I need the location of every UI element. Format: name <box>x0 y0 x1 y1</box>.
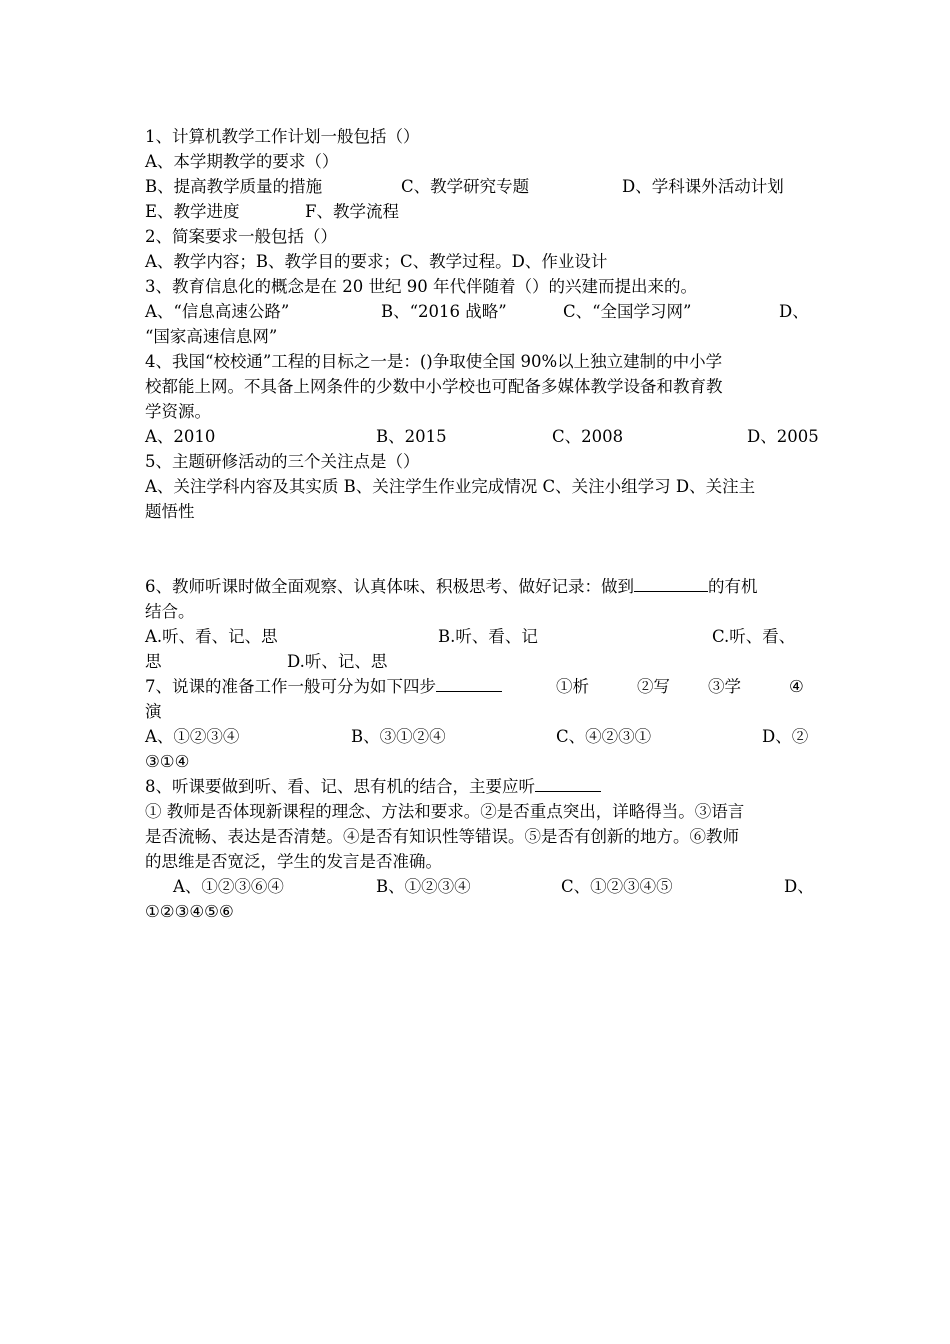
q5-options-line1: A、关注学科内容及其实质 B、关注学生作业完成情况 C、关注小组学习 D、关注主 <box>145 477 756 496</box>
q1-option-e: E、教学进度 <box>145 202 240 221</box>
q5-options-line2: 题悟性 <box>145 502 195 521</box>
q4-option-b: B、2015 <box>376 427 447 446</box>
q8-option-a: A、①②③⑥④ <box>173 877 284 896</box>
q4-option-a: A、2010 <box>145 427 216 446</box>
q7-stem-row <box>145 674 804 699</box>
q6-option-a: A.听、看、记、思 <box>145 627 278 646</box>
q1-option-b: B、提高教学质量的措施 <box>145 177 323 196</box>
q8-option-c: C、①②③④⑤ <box>561 877 673 896</box>
q4-stem-line3: 学资源。 <box>145 402 211 421</box>
q6-option-c-continued: 思 <box>145 652 162 671</box>
q8-body-line2: 是否流畅、表达是否清楚。④是否有知识性等错误。⑤是否有创新的地方。⑥教师 <box>145 827 739 846</box>
q7-stem: 7、说课的准备工作一般可分为如下四步 <box>145 677 436 696</box>
q6-answer-blank <box>634 574 708 592</box>
q6-stem-pre: 6、教师听课时做全面观察、认真体味、积极思考、做好记录：做到 <box>145 577 634 596</box>
q3-option-a: A、“信息高速公路” <box>145 302 290 321</box>
q8-body-line1: ① 教师是否体现新课程的理念、方法和要求。②是否重点突出，详略得当。③语言 <box>145 802 745 821</box>
q2-stem: 2、简案要求一般包括（） <box>145 227 337 246</box>
q4-option-d: D、2005 <box>747 427 819 446</box>
q7-step-1: ①析 <box>556 677 589 696</box>
q2-options: A、教学内容；B、教学目的要求；C、教学过程。D、作业设计 <box>145 252 608 271</box>
q6-stem <box>145 574 758 599</box>
q3-option-b: B、“2016 战略” <box>381 302 507 321</box>
q7-step-2: ②写 <box>637 677 670 696</box>
q4-stem-line2: 校都能上网。不具备上网条件的少数中小学校也可配备多媒体教学设备和教育教 <box>145 377 723 396</box>
q8-option-b: B、①②③④ <box>376 877 471 896</box>
q1-option-d: D、学科课外活动计划 <box>622 177 784 196</box>
q5-stem: 5、主题研修活动的三个关注点是（） <box>145 452 420 471</box>
q1-stem: 1、计算机教学工作计划一般包括（） <box>145 127 420 146</box>
q6-option-c: C.听、看、 <box>712 627 796 646</box>
q3-option-c: C、“全国学习网” <box>563 302 692 321</box>
q8-option-d: D、 <box>784 877 814 896</box>
q8-answer-blank <box>535 774 601 792</box>
q4-stem-line1: 4、我国“校校通”工程的目标之一是：()争取使全国 90%以上独立建制的中小学 <box>145 352 723 371</box>
q7-option-d-continued: ③①④ <box>145 752 190 771</box>
q3-option-d-continued: “国家高速信息网” <box>145 327 278 346</box>
q4-option-c: C、2008 <box>552 427 624 446</box>
q8-stem-row <box>145 774 601 799</box>
q6-stem-continued: 结合。 <box>145 602 195 621</box>
q7-step-3: ③学 <box>708 677 741 696</box>
q3-option-d: D、 <box>779 302 809 321</box>
q7-option-a: A、①②③④ <box>145 727 240 746</box>
q8-stem: 8、听课要做到听、看、记、思有机的结合，主要应听 <box>145 777 535 796</box>
q1-option-c: C、教学研究专题 <box>401 177 530 196</box>
q8-option-d-continued: ①②③④⑤⑥ <box>145 902 234 921</box>
q6-option-b: B.听、看、记 <box>438 627 538 646</box>
q1-option-f: F、教学流程 <box>305 202 399 221</box>
q8-body-line3: 的思维是否宽泛，学生的发言是否准确。 <box>145 852 442 871</box>
q7-option-d: D、② <box>762 727 809 746</box>
q7-option-c: C、④②③① <box>556 727 652 746</box>
q7-answer-blank <box>436 674 502 692</box>
q7-step-4: ④ <box>789 677 804 696</box>
q6-stem-post: 的有机 <box>708 577 758 596</box>
q6-option-d: D.听、记、思 <box>287 652 388 671</box>
q7-option-b: B、③①②④ <box>351 727 446 746</box>
q7-step-4-continued: 演 <box>145 702 162 721</box>
q3-stem: 3、教育信息化的概念是在 20 世纪 90 年代伴随着（）的兴建而提出来的。 <box>145 277 697 296</box>
q1-option-a: A、本学期教学的要求（） <box>145 152 339 171</box>
